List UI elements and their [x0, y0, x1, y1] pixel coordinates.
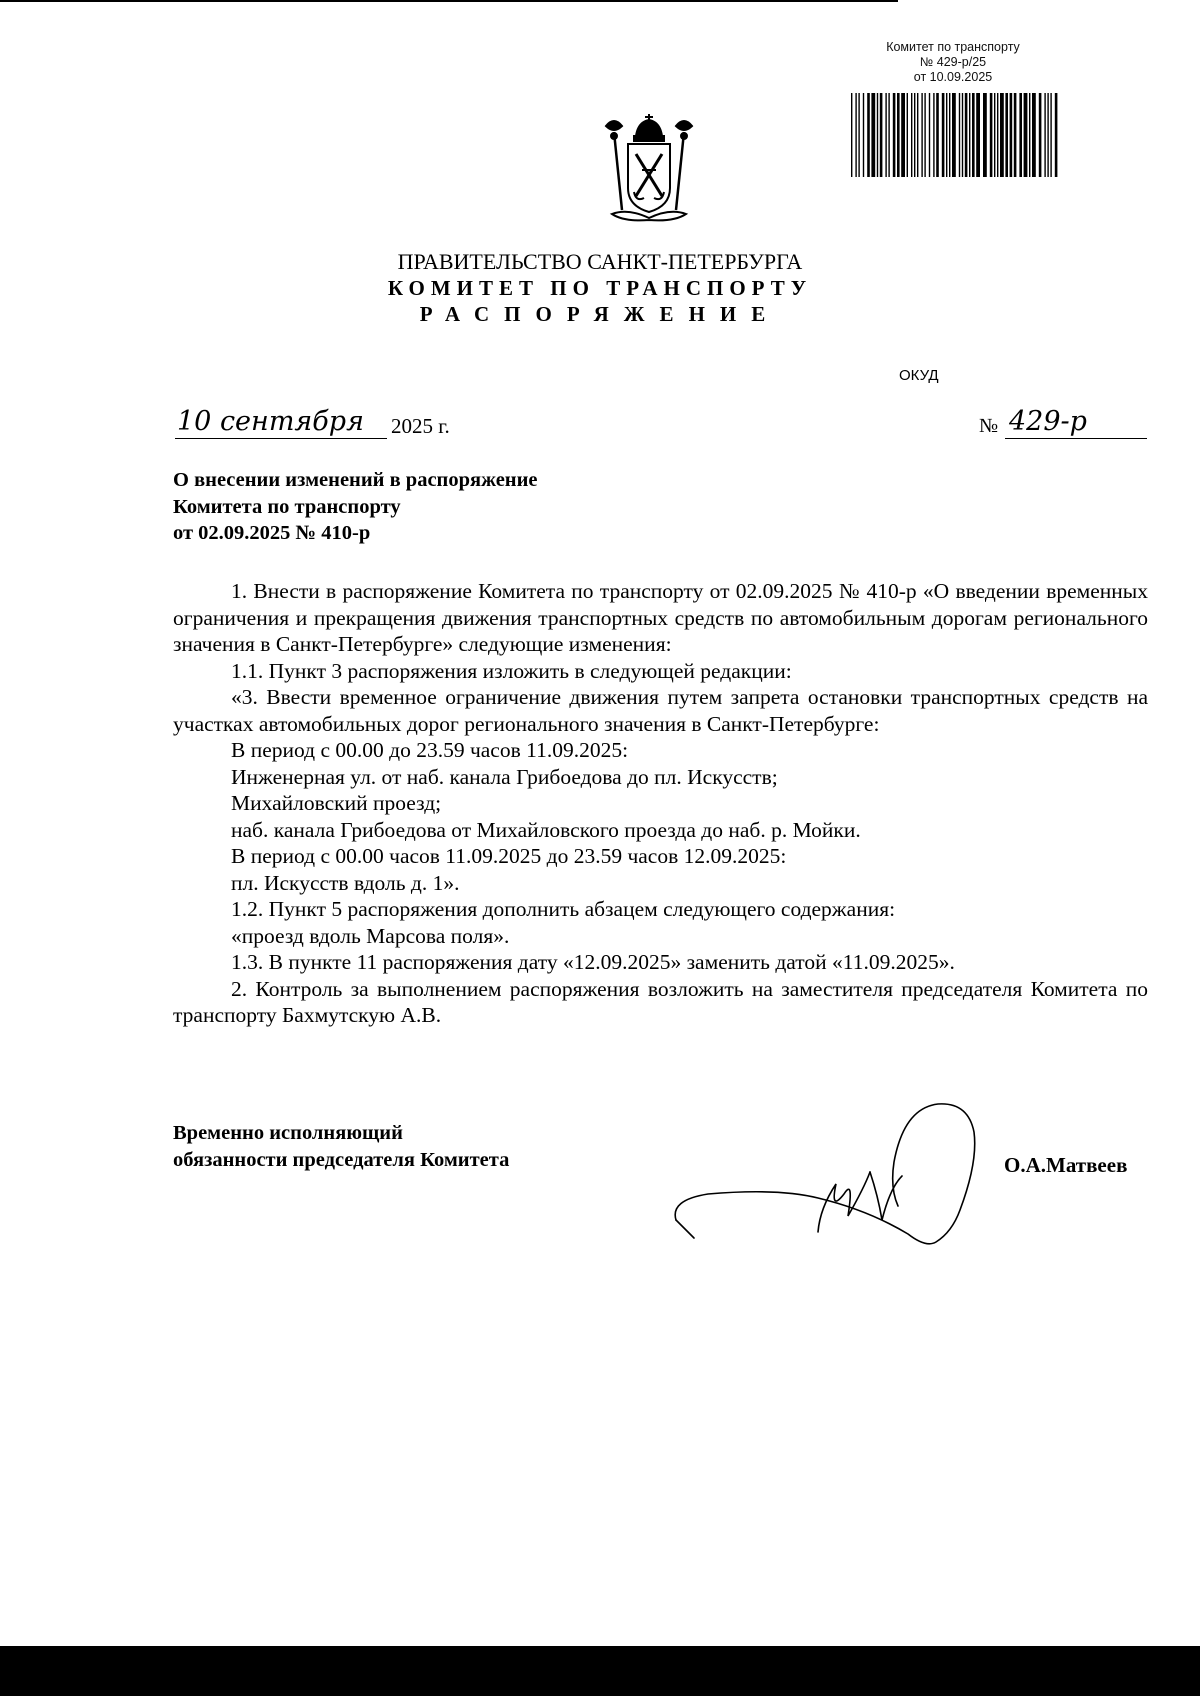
body-paragraph: 1.3. В пункте 11 распоряжения дату «12.09.2025» заменить датой «11.09.2025». — [231, 950, 955, 974]
body-paragraph: наб. канала Грибоедова от Михайловского проезда до наб. р. Мойки. — [231, 817, 861, 842]
stamp-line-1: Комитет по транспорту — [886, 40, 1020, 54]
barcode-bar — [933, 93, 934, 177]
title-line: О внесении изменений в распоряжение — [173, 469, 538, 491]
barcode-bar — [949, 93, 950, 177]
barcode-bar — [959, 93, 960, 177]
barcode-bar — [863, 93, 864, 177]
barcode-bar — [888, 93, 889, 177]
date-year: 2025 г. — [391, 414, 450, 438]
barcode-bar — [1050, 93, 1051, 177]
body-paragraph: 1. Внести в распоряжение Комитета по транспорту от 02.09.2025 № 410-р «О введении временных ограничения и прекращения движения транспортных средств по автомобильным дорогам регионального значения в Санкт-Петербурге» следующие изменения: — [173, 579, 1148, 656]
barcode-bar — [997, 93, 998, 177]
stamp-line-2: № 429-р/25 — [919, 55, 987, 69]
barcode-bar — [917, 93, 918, 177]
barcode-bar — [901, 93, 905, 177]
barcode-bar — [921, 93, 922, 177]
title-line: от 02.09.2025 № 410-р — [173, 522, 371, 544]
committee-name: КОМИТЕТ ПО ТРАНСПОРТУ — [387, 276, 813, 300]
barcode-bar — [965, 93, 968, 177]
barcode-bar — [855, 93, 856, 177]
barcode-bar — [962, 93, 963, 177]
body-paragraph: В период с 00.00 часов 11.09.2025 до 23.59 часов 12.09.2025: — [231, 844, 787, 868]
body-paragraph: 2. Контроль за выполнением распоряжения возложить на заместителя председателя Комитета по транспорту Бахмутскую А.В. — [173, 976, 1148, 1027]
barcode-bar — [994, 93, 995, 177]
okud-label: ОКУД — [899, 367, 939, 384]
barcode-bar — [936, 93, 939, 177]
barcode-image — [851, 93, 1058, 177]
stamp-line-3: от 10.09.2025 — [913, 70, 993, 84]
signatory-position — [173, 1120, 509, 1174]
number-handwritten: 429-р — [1005, 405, 1147, 439]
barcode-bar — [972, 93, 975, 177]
government-name: ПРАВИТЕЛЬСТВО САНКТ-ПЕТЕРБУРГА — [397, 249, 803, 274]
barcode-bar — [1005, 93, 1008, 177]
barcode-bar — [1024, 93, 1028, 177]
title-line: Комитета по транспорту — [173, 495, 401, 518]
position-line: Временно исполняющий — [173, 1122, 403, 1144]
barcode-bar — [1055, 93, 1058, 177]
barcode-bar — [851, 93, 852, 177]
barcode-bar — [1019, 93, 1022, 177]
position-line: обязанности председателя Комитета — [173, 1149, 510, 1171]
registration-stamp — [838, 40, 1068, 85]
barcode-bar — [1014, 93, 1017, 177]
barcode-bar — [1010, 93, 1013, 177]
barcode-bar — [885, 93, 886, 177]
barcode-bar — [880, 93, 883, 177]
barcode-bar — [911, 93, 912, 177]
body-paragraph: «проезд вдоль Марсова поля». — [231, 923, 510, 948]
barcode-bar — [969, 93, 970, 177]
barcode-bar — [907, 93, 908, 177]
barcode-bar — [946, 93, 947, 177]
barcode-bar — [952, 93, 956, 177]
barcode-bar — [897, 93, 900, 177]
handwritten-signature — [668, 1092, 1008, 1252]
body-paragraph: «3. Ввести временное ограничение движения путем запрета остановки транспортных средств на участках автомобильных дорог регионального значения в Санкт-Петербурге: — [173, 685, 1148, 736]
body-paragraph: 1.2. Пункт 5 распоряжения дополнить абзацем следующего содержания: — [231, 897, 896, 921]
coat-of-arms-emblem — [598, 114, 700, 224]
barcode-bar — [1029, 93, 1030, 177]
body-paragraph: В период с 00.00 до 23.59 часов 11.09.2025: — [231, 738, 629, 762]
barcode-bar — [1039, 93, 1042, 177]
bottom-scan-border — [0, 1646, 1200, 1696]
barcode-bar — [924, 93, 925, 177]
barcode-bar — [990, 93, 993, 177]
document-body — [173, 578, 1148, 1029]
barcode-bar — [976, 93, 980, 177]
barcode-bar — [983, 93, 987, 177]
date-handwritten: 10 сентября — [175, 405, 387, 439]
barcode-bar — [871, 93, 875, 177]
barcode-bar — [1000, 93, 1004, 177]
document-date — [173, 405, 493, 445]
barcode-bar — [1032, 93, 1036, 177]
body-paragraph: Инженерная ул. от наб. канала Грибоедова до пл. Искусств; — [231, 764, 778, 789]
barcode-bar — [867, 93, 870, 177]
body-paragraph: 1.1. Пункт 3 распоряжения изложить в следующей редакции: — [231, 658, 792, 683]
barcode-bar — [877, 93, 878, 177]
barcode-bar — [1044, 93, 1045, 177]
signatory-name: О.А.Матвеев — [1004, 1153, 1128, 1177]
body-paragraph: Михайловский проезд; — [231, 791, 442, 815]
barcode-bar — [893, 93, 896, 177]
document-type: РАСПОРЯЖЕНИЕ — [419, 302, 781, 326]
top-edge-line — [0, 0, 898, 2]
number-label: № — [979, 415, 999, 437]
barcode-bar — [858, 93, 859, 177]
barcode-bar — [929, 93, 930, 177]
barcode-bar — [942, 93, 945, 177]
body-paragraph: пл. Искусств вдоль д. 1». — [231, 870, 460, 895]
barcode-bar — [914, 93, 915, 177]
document-title — [173, 467, 773, 547]
barcode-bar — [1047, 93, 1048, 177]
